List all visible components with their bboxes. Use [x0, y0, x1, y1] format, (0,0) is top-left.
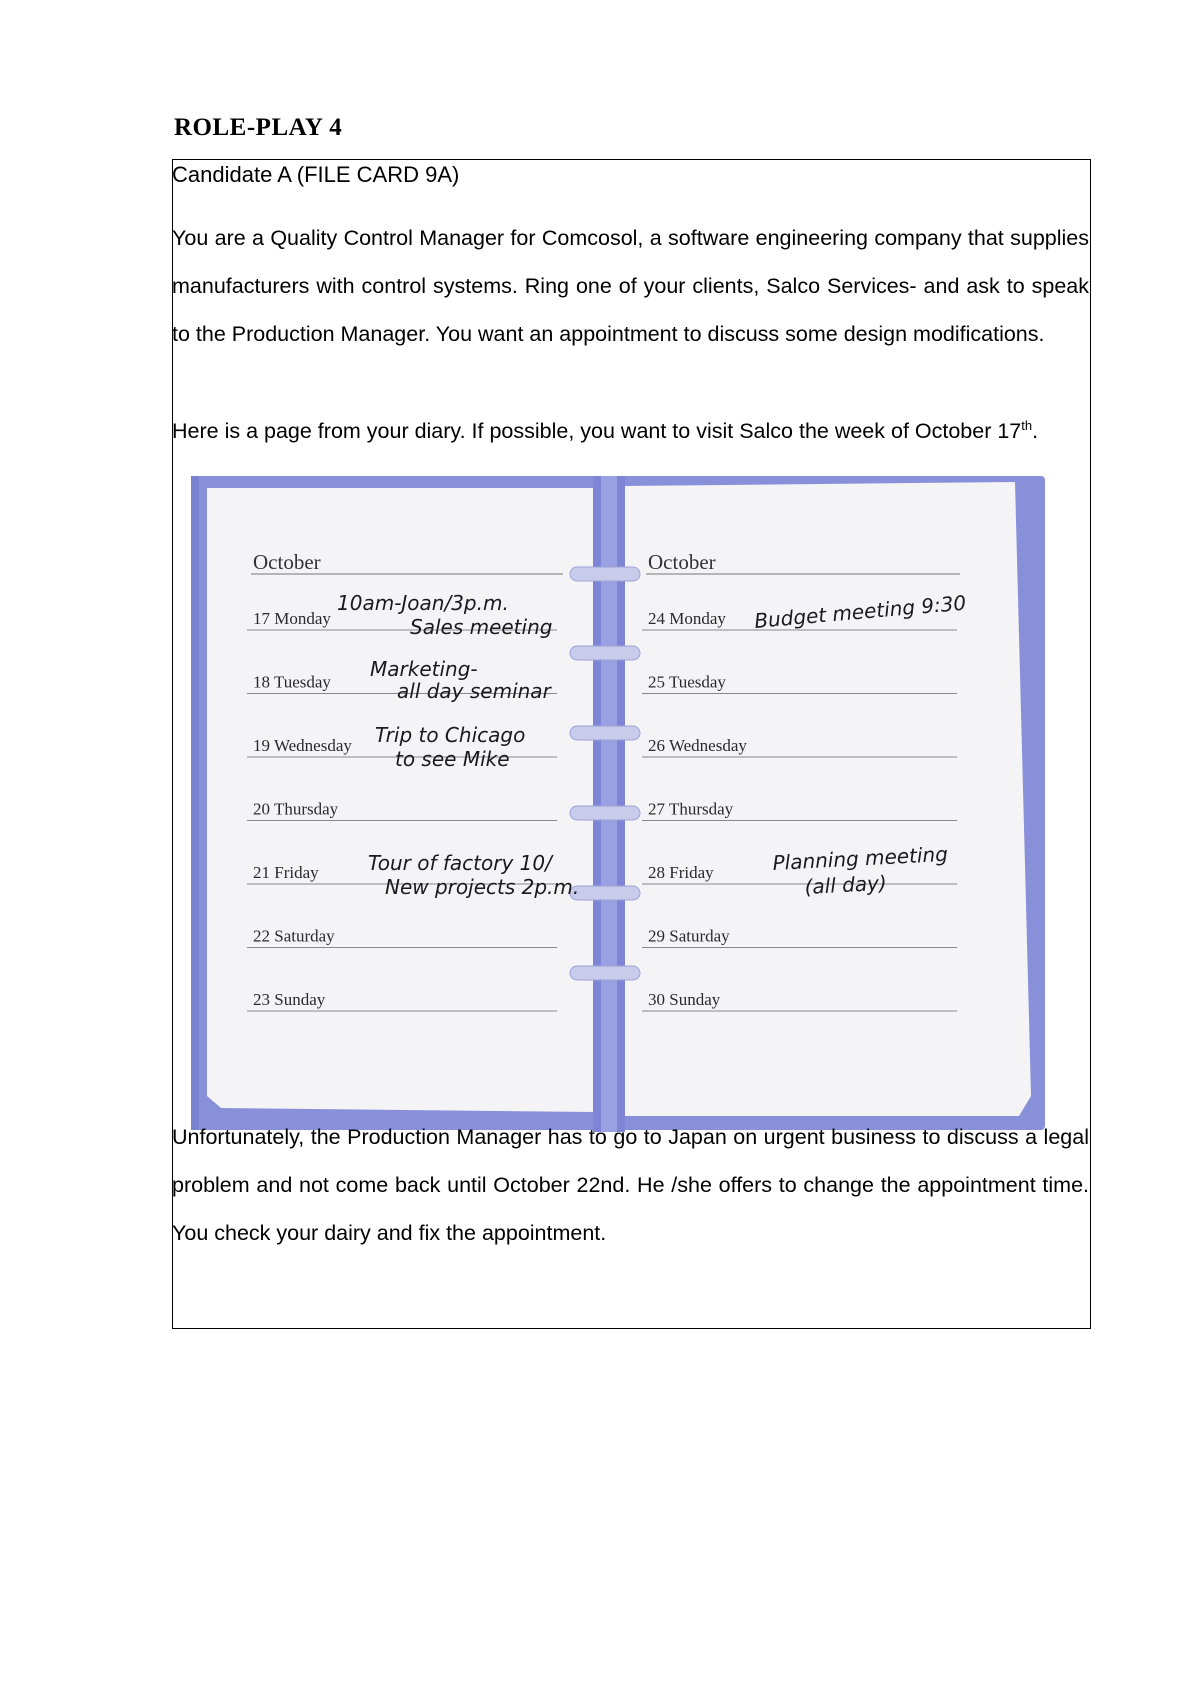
right-day-label: 28 Friday: [648, 863, 714, 882]
note-fri28-line2: (all day): [804, 870, 888, 899]
note-fri21-line1: Tour of factory 10/: [368, 851, 552, 875]
ring: [570, 806, 640, 820]
right-day-label: 30 Sunday: [648, 990, 721, 1009]
paragraph-scenario: Unfortunately, the Production Manager has to go to Japan on urgent business to discuss a legal problem and not come back until October 22nd. He /she offers to change the appointment time. You check your dairy and fix the appointment.: [172, 1125, 1089, 1245]
left-day-label: 23 Sunday: [253, 990, 326, 1009]
ring: [570, 886, 640, 900]
left-day-label: 22 Saturday: [253, 926, 335, 946]
card-title: Candidate A (FILE CARD 9A): [172, 162, 460, 187]
left-day-label: 19 Wednesday: [253, 736, 352, 755]
note-wed19-line1: Trip to Chicago: [375, 723, 526, 747]
ring: [570, 966, 640, 980]
left-day-label: 20 Thursday: [253, 799, 339, 819]
paragraph-diary-intro: [172, 407, 1089, 455]
paragraph-diary-intro-text: Here is a page from your diary. If possible, you want to visit Salco the week of October 17: [172, 419, 1022, 443]
ordinal-suffix: th: [1021, 417, 1033, 433]
note-fri21-line2: New projects 2p.m.: [385, 875, 580, 899]
ring: [570, 726, 640, 740]
note-mon17-line1: 10am-Joan/3p.m.: [337, 591, 509, 615]
ring: [570, 646, 640, 660]
ring: [570, 567, 640, 581]
right-day-label: 25 Tuesday: [648, 672, 726, 692]
period: .: [1032, 419, 1039, 443]
left-month: October: [253, 550, 321, 574]
right-day-label: 26 Wednesday: [648, 736, 747, 755]
note-tue18-line1: Marketing-: [370, 657, 478, 681]
left-day-label: 21 Friday: [253, 863, 319, 882]
note-wed19-line2: to see Mike: [395, 747, 510, 771]
right-day-label: 27 Thursday: [648, 799, 734, 819]
left-day-label: 18 Tuesday: [253, 672, 331, 692]
right-day-label: 24 Monday: [648, 609, 726, 628]
diary-image: [185, 476, 1075, 1132]
page-title: ROLE-PLAY 4: [174, 114, 343, 141]
paragraph-instructions: You are a Quality Control Manager for Comcosol, a software engineering company that supplies manufacturers with control systems. Ring one of your clients, Salco Services- and ask to speak to the Production Manager. You want an appointment to discuss some design modifications.: [172, 226, 1089, 346]
right-month: October: [648, 550, 716, 574]
right-day-label: 29 Saturday: [648, 926, 730, 946]
note-mon17-line2: Sales meeting: [410, 615, 553, 639]
note-tue18-line2: all day seminar: [397, 679, 551, 703]
diary-cover-edge-left: [191, 476, 199, 1130]
note-mon24: Budget meeting 9:30: [753, 590, 968, 633]
left-day-label: 17 Monday: [253, 609, 331, 628]
note-fri28-line1: Planning meeting: [772, 841, 949, 875]
